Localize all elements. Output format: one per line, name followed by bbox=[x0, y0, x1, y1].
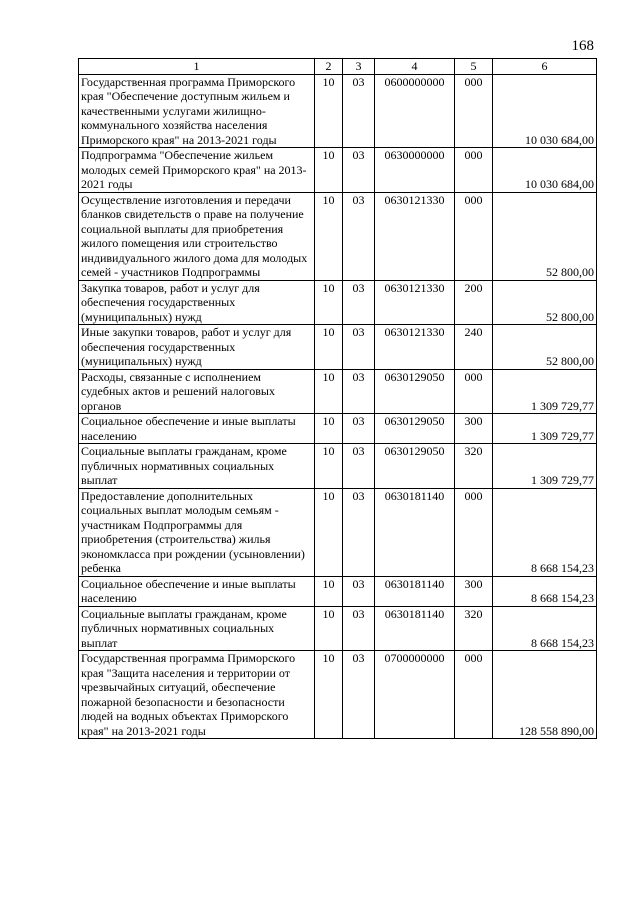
row-section: 10 bbox=[315, 651, 343, 739]
row-name: Закупка товаров, работ и услуг для обеспечения государственных (муниципальных) нужд bbox=[79, 280, 315, 325]
table-row bbox=[79, 325, 597, 370]
row-name: Социальные выплаты гражданам, кроме публичных нормативных социальных выплат bbox=[79, 606, 315, 651]
row-subsection: 03 bbox=[343, 148, 375, 193]
row-amount: 8 668 154,23 bbox=[493, 606, 597, 651]
table-row bbox=[79, 606, 597, 651]
row-name: Социальное обеспечение и иные выплаты населению bbox=[79, 576, 315, 606]
row-amount: 8 668 154,23 bbox=[493, 488, 597, 576]
column-header-2: 2 bbox=[315, 59, 343, 75]
row-target-code: 0600000000 bbox=[375, 74, 455, 148]
row-amount: 52 800,00 bbox=[493, 325, 597, 370]
row-amount: 10 030 684,00 bbox=[493, 148, 597, 193]
row-expense-type: 300 bbox=[455, 414, 493, 444]
row-target-code: 0630121330 bbox=[375, 325, 455, 370]
table-header-row bbox=[79, 59, 597, 75]
column-header-1: 1 bbox=[79, 59, 315, 75]
row-target-code: 0700000000 bbox=[375, 651, 455, 739]
row-subsection: 03 bbox=[343, 576, 375, 606]
row-target-code: 0630181140 bbox=[375, 606, 455, 651]
row-section: 10 bbox=[315, 192, 343, 280]
row-expense-type: 000 bbox=[455, 148, 493, 193]
row-amount: 10 030 684,00 bbox=[493, 74, 597, 148]
table-row bbox=[79, 369, 597, 414]
row-name: Государственная программа Приморского края "Обеспечение доступным жильем и качественными услугами жилищно-коммунального хозяйства населения Приморского края" на 2013-2021 годы bbox=[79, 74, 315, 148]
row-section: 10 bbox=[315, 606, 343, 651]
row-subsection: 03 bbox=[343, 192, 375, 280]
row-target-code: 0630181140 bbox=[375, 576, 455, 606]
column-header-6: 6 bbox=[493, 59, 597, 75]
row-section: 10 bbox=[315, 369, 343, 414]
row-name: Предоставление дополнительных социальных выплат молодым семьям - участникам Подпрограммы для приобретения (строительства) жилья экономкласса при рождении (усыновлении) ребенка bbox=[79, 488, 315, 576]
row-target-code: 0630129050 bbox=[375, 369, 455, 414]
row-amount: 52 800,00 bbox=[493, 280, 597, 325]
row-subsection: 03 bbox=[343, 74, 375, 148]
row-amount: 1 309 729,77 bbox=[493, 369, 597, 414]
row-target-code: 0630129050 bbox=[375, 444, 455, 489]
page-number: 168 bbox=[571, 38, 594, 54]
row-expense-type: 320 bbox=[455, 444, 493, 489]
row-expense-type: 000 bbox=[455, 488, 493, 576]
budget-table bbox=[78, 58, 597, 739]
row-subsection: 03 bbox=[343, 414, 375, 444]
row-expense-type: 000 bbox=[455, 192, 493, 280]
table-row bbox=[79, 414, 597, 444]
column-header-3: 3 bbox=[343, 59, 375, 75]
row-section: 10 bbox=[315, 488, 343, 576]
row-expense-type: 000 bbox=[455, 74, 493, 148]
row-target-code: 0630121330 bbox=[375, 192, 455, 280]
row-subsection: 03 bbox=[343, 369, 375, 414]
table-row bbox=[79, 74, 597, 148]
row-subsection: 03 bbox=[343, 606, 375, 651]
row-name: Социальные выплаты гражданам, кроме публичных нормативных социальных выплат bbox=[79, 444, 315, 489]
row-target-code: 0630129050 bbox=[375, 414, 455, 444]
row-name: Расходы, связанные с исполнением судебных актов и решений налоговых органов bbox=[79, 369, 315, 414]
row-subsection: 03 bbox=[343, 280, 375, 325]
row-expense-type: 200 bbox=[455, 280, 493, 325]
row-section: 10 bbox=[315, 444, 343, 489]
row-name: Государственная программа Приморского края "Защита населения и территории от чрезвычайных ситуаций, обеспечение пожарной безопасности и безопасности людей на водных объектах Приморского края" на 2013-2021 годы bbox=[79, 651, 315, 739]
row-amount: 1 309 729,77 bbox=[493, 414, 597, 444]
table-row bbox=[79, 651, 597, 739]
row-section: 10 bbox=[315, 576, 343, 606]
row-amount: 8 668 154,23 bbox=[493, 576, 597, 606]
row-amount: 128 558 890,00 bbox=[493, 651, 597, 739]
table-row bbox=[79, 192, 597, 280]
row-expense-type: 300 bbox=[455, 576, 493, 606]
row-subsection: 03 bbox=[343, 444, 375, 489]
row-section: 10 bbox=[315, 74, 343, 148]
row-target-code: 0630121330 bbox=[375, 280, 455, 325]
row-name: Социальное обеспечение и иные выплаты населению bbox=[79, 414, 315, 444]
row-amount: 52 800,00 bbox=[493, 192, 597, 280]
table-row bbox=[79, 576, 597, 606]
table-row bbox=[79, 148, 597, 193]
row-amount: 1 309 729,77 bbox=[493, 444, 597, 489]
row-section: 10 bbox=[315, 148, 343, 193]
row-expense-type: 320 bbox=[455, 606, 493, 651]
row-expense-type: 000 bbox=[455, 369, 493, 414]
table-row bbox=[79, 488, 597, 576]
row-expense-type: 000 bbox=[455, 651, 493, 739]
row-subsection: 03 bbox=[343, 488, 375, 576]
row-target-code: 0630000000 bbox=[375, 148, 455, 193]
row-section: 10 bbox=[315, 280, 343, 325]
column-header-5: 5 bbox=[455, 59, 493, 75]
table-row bbox=[79, 444, 597, 489]
row-target-code: 0630181140 bbox=[375, 488, 455, 576]
row-subsection: 03 bbox=[343, 651, 375, 739]
table-row bbox=[79, 280, 597, 325]
column-header-4: 4 bbox=[375, 59, 455, 75]
row-section: 10 bbox=[315, 414, 343, 444]
row-expense-type: 240 bbox=[455, 325, 493, 370]
row-name: Иные закупки товаров, работ и услуг для обеспечения государственных (муниципальных) нужд bbox=[79, 325, 315, 370]
row-name: Осуществление изготовления и передачи бланков свидетельств о праве на получение социальной выплаты для приобретения жилого помещения или строительство индивидуального жилого дома для молодых семей - участников Подпрограммы bbox=[79, 192, 315, 280]
row-subsection: 03 bbox=[343, 325, 375, 370]
row-section: 10 bbox=[315, 325, 343, 370]
row-name: Подпрограмма "Обеспечение жильем молодых семей Приморского края" на 2013-2021 годы bbox=[79, 148, 315, 193]
